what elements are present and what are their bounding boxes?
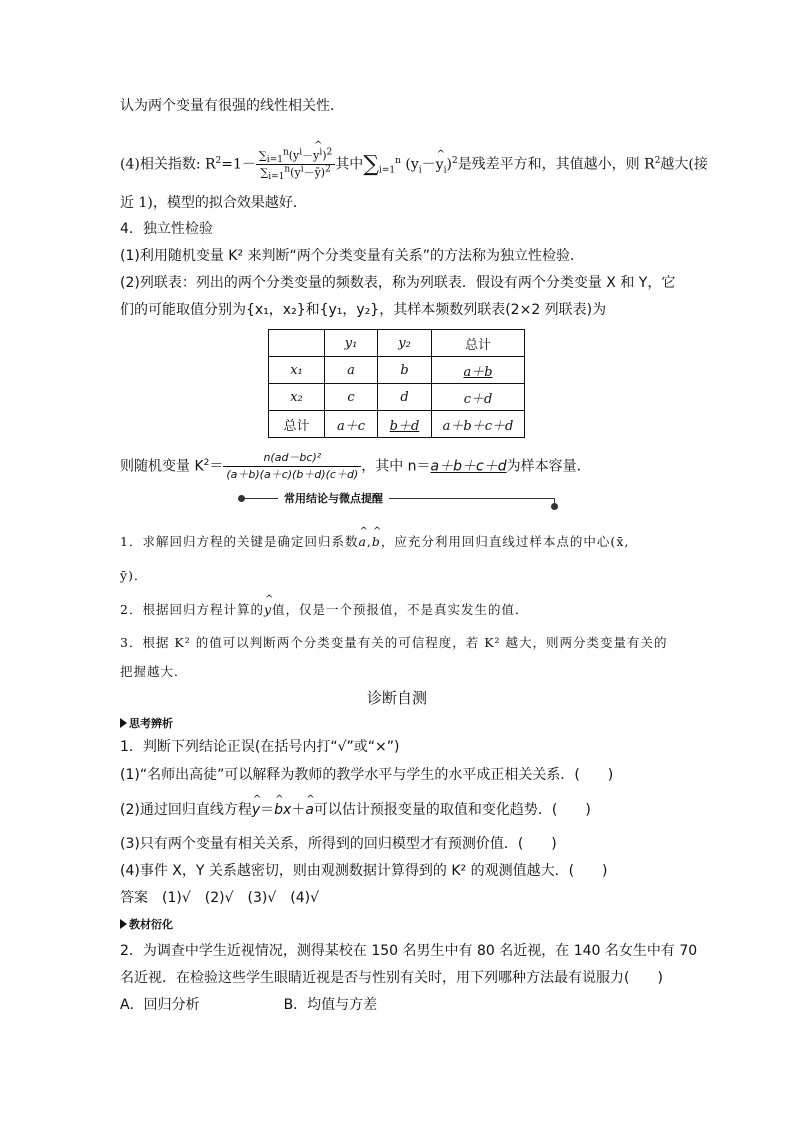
r2-tail-a: 是残差平方和，其值越小，则 R [457, 156, 655, 173]
table-cell: b [378, 357, 432, 384]
table-cell: x₂ [269, 384, 325, 411]
table-cell: d [378, 384, 432, 411]
q1-s2-text-b: 可以估计预报变量的取值和变化趋势．( ) [313, 802, 591, 818]
table-cell [269, 330, 325, 357]
q1-s2: (2)通过回归直线方程^ y＝^ bx＋^ a可以估计预报变量的取值和变化趋势．( ) [120, 800, 591, 820]
tip-3-b: 把握越大． [120, 664, 188, 679]
table-cell: a＋c [325, 411, 378, 438]
banner-dot-icon [238, 495, 245, 502]
tip-1-cont: ȳ)． [120, 568, 148, 583]
tip-2-text-b: 值，仅是一个预报值，不是真实发生的值． [272, 602, 529, 617]
tip-1-end: )． [128, 568, 148, 583]
tip-1-text-b: ，应充分利用回归直线过样本点的中心( [380, 534, 617, 549]
r2-fraction: $\frac{\sum_{i=1}^n(y^i-\^{} y^i)^2}{\sum_{i=1}^n(y^i-ȳ)^2}$ [256, 148, 335, 181]
r2-eq: =1－ [221, 156, 256, 173]
k2-numerator: n(ad－bc)² [223, 450, 361, 467]
table-cell: 总计 [432, 330, 525, 357]
r2-line2: 近 1)，模型的拟合效果越好． [120, 195, 307, 211]
q2-options [120, 995, 377, 1015]
q1-s1: (1)“名师出高徒”可以解释为教师的教学水平与学生的水平成正相关关系．( ) [120, 767, 614, 783]
table-cell: x₁ [269, 357, 325, 384]
tip-2: 2．根据回归方程计算的^ y值，仅是一个预报值，不是真实发生的值． [120, 600, 529, 620]
r2-formula-line: (4)相关指数: $R^2=1-$ $\frac{\sum_{i=1}^n(y^i-\^{} y^i)^2}{\sum_{i=1}^n(y^i-ȳ)^2}$ 其中$\sum_{i=1}^n$ ($y_i-\^{}$ $y_i)^2$是残差平方和，其值越小，则 $R^2$越大(接 [120, 148, 708, 181]
contingency-table [268, 329, 525, 438]
k2-fraction [223, 450, 361, 483]
table-row [269, 411, 525, 438]
section4-item1: (1)利用随机变量 K² 来判断“两个分类变量有关系”的方法称为独立性检验． [120, 248, 585, 264]
q1-stem: 1．判断下列结论正误(在括号内打“√”或“×”) [120, 739, 400, 755]
table-cell: a＋b [432, 357, 525, 384]
k2-mid: ，其中 n＝ [361, 458, 431, 475]
section4-heading: 4．独立性检验 [120, 221, 213, 237]
table-cell: 总计 [269, 411, 325, 438]
q2-line1: 2．为调查中学生近视情况，测得某校在 150 名男生中有 80 名近视，在 140 名女生中有 70 [120, 943, 698, 959]
table-cell: c＋d [432, 384, 525, 411]
table-cell: c [325, 384, 378, 411]
tips-banner [238, 490, 558, 510]
triangle-icon [120, 718, 127, 728]
triangle-icon [120, 919, 127, 929]
k2-prefix: 则随机变量 K [120, 458, 204, 475]
table-cell: y₂ [378, 330, 432, 357]
q2-option-b: B．均值与方差 [283, 997, 378, 1013]
banner-dot-icon [551, 503, 558, 510]
r2-tail-b: 越大(接 [660, 156, 708, 173]
r2-mid: 其中 [335, 156, 364, 173]
q2-line2: 名近视．在检验这些学生眼睛近视是否与性别有关时，用下列哪种方法最有说服力( ) [120, 970, 663, 986]
k2-denominator: (a＋b)(a＋c)(b＋d)(c＋d) [226, 468, 359, 481]
sum-symbol: ∑ [363, 151, 379, 177]
tag-label: 思考辨析 [129, 717, 173, 730]
tag-thinking [120, 713, 173, 734]
tip-1: 1．求解回归方程的关键是确定回归系数^ a,^ b，应充分利用回归直线过样本点的中心(x̄, [120, 532, 629, 552]
q1-s4: (4)事件 X，Y 关系越密切，则由观测数据计算得到的 K² 的观测值越大．( ) [120, 863, 608, 879]
k2-sample-size: a＋b＋c＋d [430, 458, 507, 475]
table-cell: a＋b＋c＋d [432, 411, 525, 438]
tip-1-comma: , [624, 534, 630, 549]
table-header-row [269, 330, 525, 357]
section4-item2-b: 们的可能取值分别为{x₁，x₂}和{y₁，y₂}，其样本频数列联表(2×2 列联表)为 [120, 302, 607, 318]
intro-line: 认为两个变量有很强的线性相关性． [120, 98, 344, 114]
table-cell: b＋d [378, 411, 432, 438]
tip-2-text: 2．根据回归方程计算的 [120, 602, 264, 617]
section4-item2-a: (2)列联表：列出的两个分类变量的频数表，称为列联表．假设有两个分类变量 X 和 Y，它 [120, 275, 676, 291]
banner-label: 常用结论与微点提醒 [278, 490, 389, 506]
q1-s2-text: (2)通过回归直线方程 [120, 802, 252, 818]
q1-s3: (3)只有两个变量有相关关系，所得到的回归模型才有预测价值．( ) [120, 836, 557, 852]
q2-option-a: A．回归分析 [120, 997, 200, 1013]
table-cell: y₁ [325, 330, 378, 357]
tag-label: 教材衍化 [129, 918, 173, 931]
k2-suffix: 为样本容量． [506, 458, 591, 475]
r2-prefix: (4)相关指数: R [120, 156, 216, 173]
tip-1-text: 1．求解回归方程的关键是确定回归系数 [120, 534, 359, 549]
tip-3-a: 3．根据 K² 的值可以判断两个分类变量有关的可信程度，若 K² 越大，则两分类变量有关的 [120, 635, 668, 650]
table-row [269, 384, 525, 411]
k2-formula-line: 则随机变量 $K^2=$ $\frac{\text{n(ad－bc)²}}{(a+b)(a+c)(b+d)(c+d)}$ ，其中 n＝a＋b＋c＋d为样本容量． [120, 451, 591, 481]
tag-textbook [120, 914, 173, 935]
q1-answer: 答案 (1)√ (2)√ (3)√ (4)√ [120, 890, 320, 906]
k2-eq: ＝ [209, 458, 224, 475]
table-cell: a [325, 357, 378, 384]
table-row [269, 357, 525, 384]
section-title: 诊断自测 [366, 689, 427, 707]
